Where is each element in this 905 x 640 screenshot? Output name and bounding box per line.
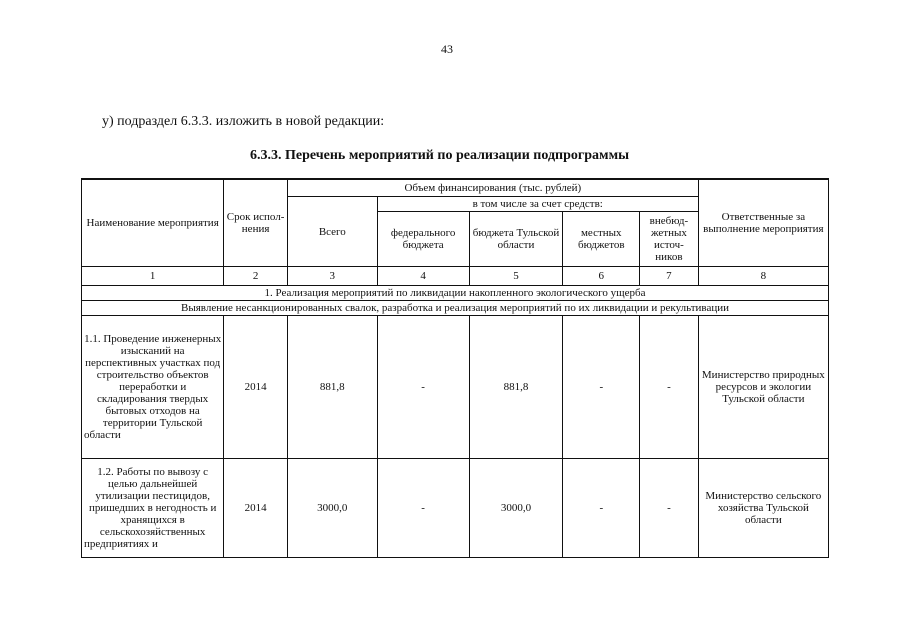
activity-federal: -: [377, 459, 469, 558]
header-offbudget: внебюд-жетных источ-ников: [640, 212, 699, 267]
column-number: 4: [377, 267, 469, 286]
activity-regional: 881,8: [469, 316, 563, 459]
activity-name: 1.1. Проведение инженерных изысканий на перспективных участках под строительство объектов переработки и складирования твердых бытовых отходов на территории Тульской области: [82, 316, 224, 459]
column-number: 3: [287, 267, 377, 286]
column-number: 7: [640, 267, 699, 286]
column-number: 1: [82, 267, 224, 286]
table-row: [82, 459, 829, 558]
activity-federal: -: [377, 316, 469, 459]
header-term: Срок испол-нения: [224, 179, 288, 267]
header-federal: федерального бюджета: [377, 212, 469, 267]
header-name: Наименование мероприятия: [82, 179, 224, 267]
activity-name: 1.2. Работы по вывозу с целью дальнейшей утилизации пестицидов, пришедших в негодность и хранящихся в сельскохозяйственных предприятиях и: [82, 459, 224, 558]
header-including: в том числе за счет средств:: [377, 197, 698, 212]
activity-responsible: Министерство природных ресурсов и экологии Тульской области: [698, 316, 828, 459]
section-title: 6.3.3. Перечень мероприятий по реализации подпрограммы: [250, 148, 630, 163]
section-heading: 1. Реализация мероприятий по ликвидации накопленного экологического ущерба: [82, 286, 829, 301]
section-heading-row: [82, 286, 829, 301]
header-funding: Объем финансирования (тыс. рублей): [287, 179, 698, 197]
activity-regional: 3000,0: [469, 459, 563, 558]
activity-offbudget: -: [640, 459, 699, 558]
page-number: 43: [441, 42, 453, 56]
activity-local: -: [563, 316, 640, 459]
column-number: 2: [224, 267, 288, 286]
header-regional: бюджета Тульской области: [469, 212, 563, 267]
activity-total: 881,8: [287, 316, 377, 459]
activity-term: 2014: [224, 459, 288, 558]
activities-table: [81, 178, 829, 558]
intro-text: у) подраздел 6.3.3. изложить в новой редакции:: [102, 114, 385, 129]
header-responsible: Ответственные за выполнение мероприятия: [698, 179, 828, 267]
subsection-heading-row: [82, 301, 829, 316]
column-number: 5: [469, 267, 563, 286]
activity-total: 3000,0: [287, 459, 377, 558]
header-total: Всего: [287, 197, 377, 267]
table-row: [82, 316, 829, 459]
activity-term: 2014: [224, 316, 288, 459]
header-local: местных бюджетов: [563, 212, 640, 267]
subsection-heading: Выявление несанкционированных свалок, разработка и реализация мероприятий по их ликвидации и рекультивации: [82, 301, 829, 316]
header-row-1: [82, 179, 829, 197]
activity-responsible: Министерство сельского хозяйства Тульской области: [698, 459, 828, 558]
activity-offbudget: -: [640, 316, 699, 459]
column-numbers-row: [82, 267, 829, 286]
activity-local: -: [563, 459, 640, 558]
column-number: 6: [563, 267, 640, 286]
column-number: 8: [698, 267, 828, 286]
